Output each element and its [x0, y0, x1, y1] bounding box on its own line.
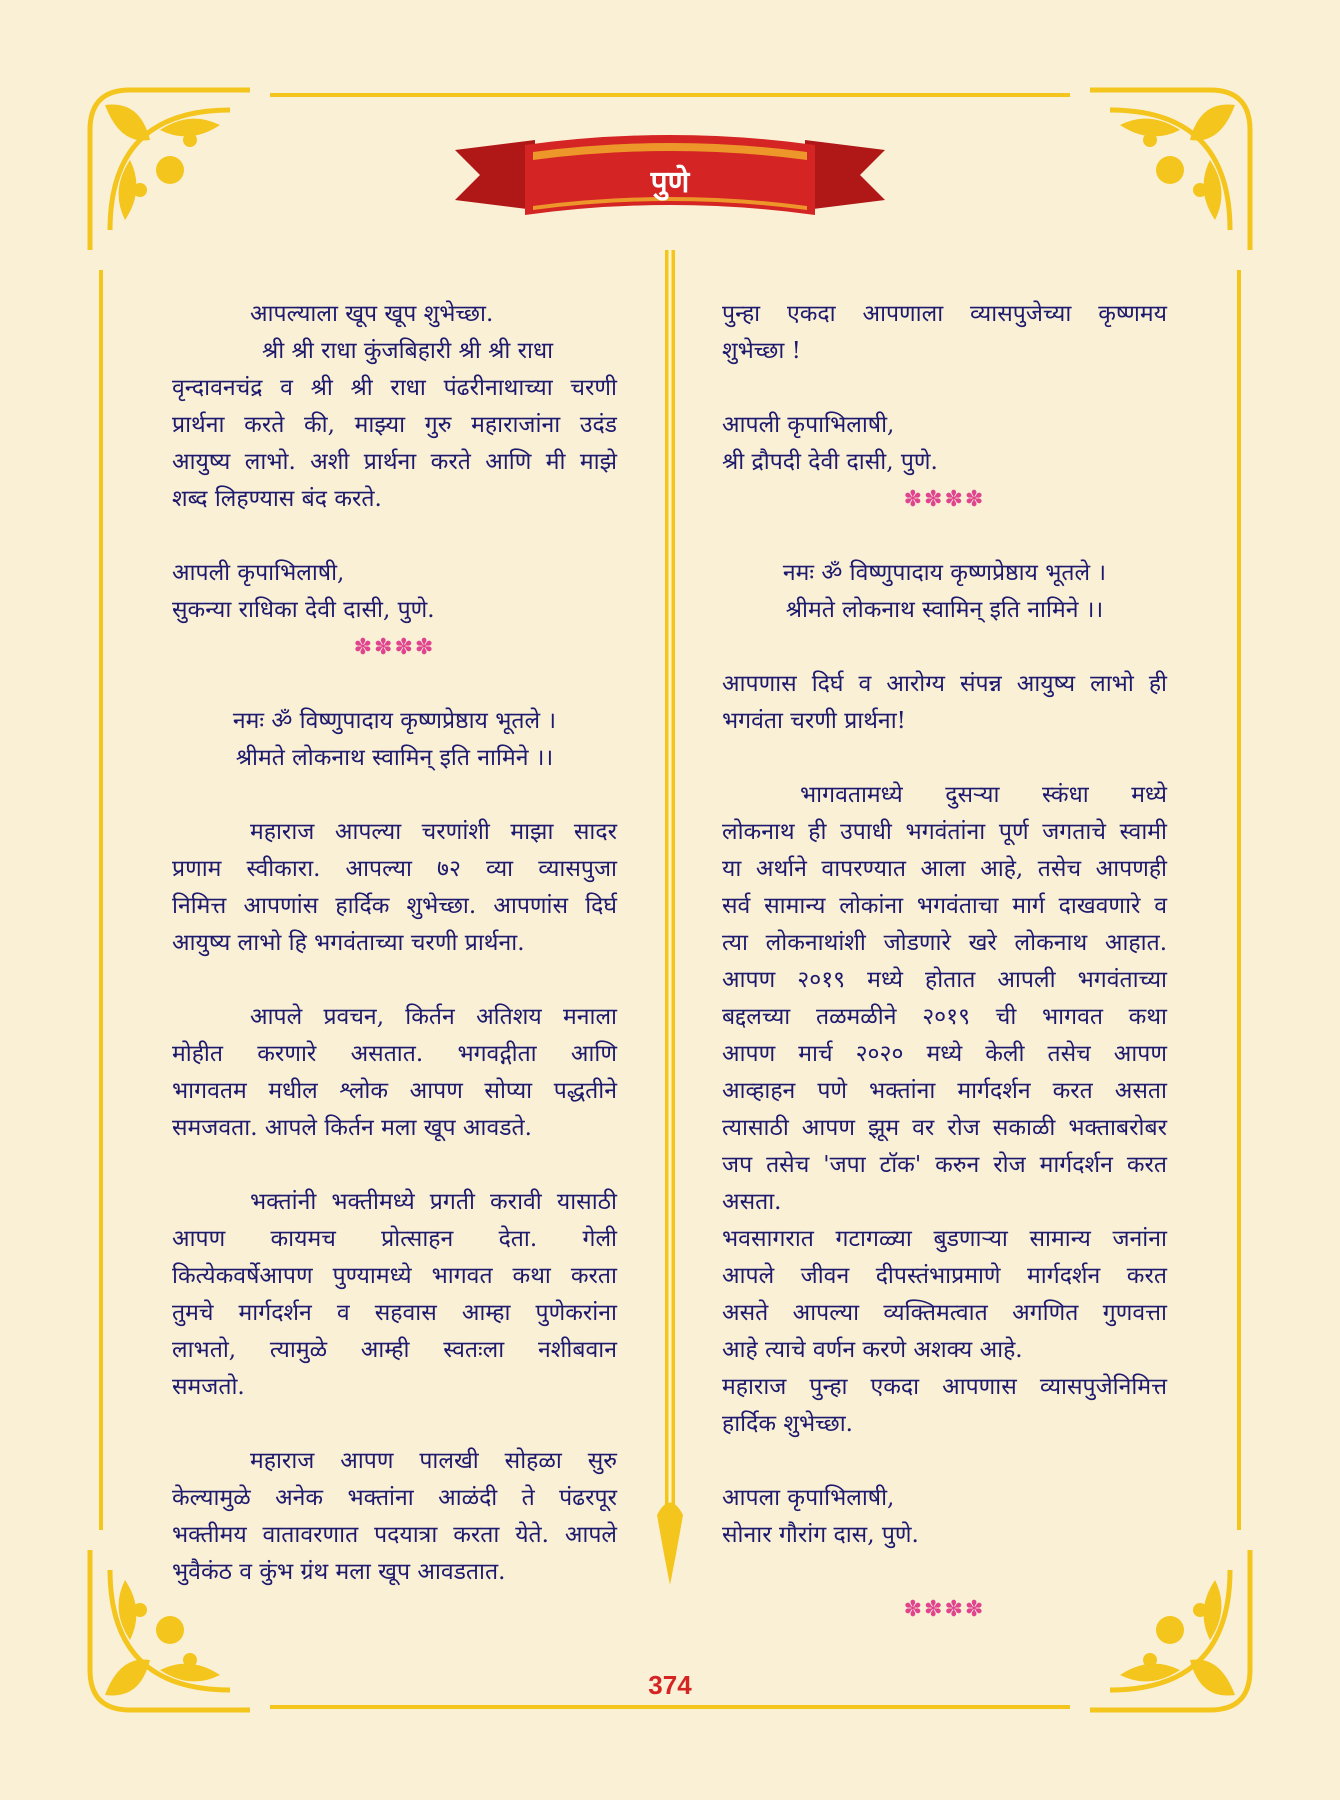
text-line: जप तसेच 'जपा टॉक' करुन रोज मार्गदर्शन करत — [722, 1152, 1167, 1178]
text-line: बद्दलच्या तळमळीने २०१९ ची भागवत कथा — [722, 1004, 1167, 1030]
right-signature-2 — [722, 1480, 1167, 1554]
text-line: भुवैकंठ व कुंभ ग्रंथ मला खूप आवडतात. — [172, 1559, 506, 1585]
left-paragraph-2 — [172, 814, 617, 962]
text-line: आपली कृपाभिलाषी, — [172, 560, 345, 586]
left-greeting-paragraph — [172, 296, 617, 518]
text-line: समजतो. — [172, 1374, 245, 1400]
text-line: असता. — [722, 1189, 782, 1215]
text-line: आयुष्य लाभो हि भगवंताच्या चरणी प्रार्थना. — [172, 930, 525, 956]
left-column — [172, 296, 617, 1591]
text-line: हार्दिक शुभेच्छा. — [722, 1411, 853, 1437]
right-column — [722, 296, 1167, 1628]
text-line: भगवंता चरणी प्रार्थना! — [722, 708, 906, 734]
stars-separator: ✽✽✽✽ — [903, 487, 986, 512]
text-line: वृन्दावनचंद्र व श्री श्री राधा पंढरीनाथाच्या चरणी — [172, 375, 617, 401]
text-line: आपण कायमच प्रोत्साहन देता. गेली — [172, 1226, 617, 1252]
frame-left-line — [99, 270, 103, 1530]
text-line: नमः ॐ विष्णुपादाय कृष्णप्रेष्ठाय भूतले । — [782, 560, 1107, 586]
text-line: असते आपल्या व्यक्तिमत्वात अगणित गुणवत्ता — [722, 1300, 1167, 1326]
left-signature-1 — [172, 555, 617, 629]
text-line: प्रार्थना करते की, माझ्या गुरु महाराजांना उदंड — [172, 412, 617, 438]
text-line: महाराज पुन्हा एकदा आपणास व्यासपुजेनिमित्त — [722, 1374, 1167, 1400]
text-line: तुमचे मार्गदर्शन व सहवास आम्हा पुणेकरांना — [172, 1300, 617, 1326]
text-line: प्रणाम स्वीकारा. आपल्या ७२ व्या व्यासपुजा — [172, 856, 617, 882]
text-line: शब्द लिहण्यास बंद करते. — [172, 486, 382, 512]
text-line: शुभेच्छा ! — [722, 338, 801, 364]
right-paragraph-3 — [722, 777, 1167, 1221]
text-line: पुन्हा एकदा आपणाला व्यासपुजेच्या कृष्णमय — [722, 301, 1167, 327]
left-paragraph-4 — [172, 1184, 617, 1406]
text-line: भक्तांनी भक्तीमध्ये प्रगती करावी यासाठी — [250, 1189, 617, 1215]
right-paragraph-5 — [722, 1369, 1167, 1443]
text-line: आपल्याला खूप खूप शुभेच्छा. — [250, 301, 494, 327]
frame-right-line — [1237, 270, 1241, 1530]
text-line: आहे त्याचे वर्णन करणे अशक्य आहे. — [722, 1337, 1023, 1363]
text-line: आपले जीवन दीपस्तंभाप्रमाणे मार्गदर्शन करत — [722, 1263, 1167, 1289]
text-line: निमित्त आपणांस हार्दिक शुभेच्छा. आपणांस दिर्घ — [172, 893, 617, 919]
right-signature-1 — [722, 407, 1167, 481]
left-paragraph-3 — [172, 999, 617, 1147]
text-line: भक्तीमय वातावरणात पदयात्रा करता येते. आपले — [172, 1522, 617, 1548]
text-line: सोनार गौरांग दास, पुणे. — [722, 1522, 919, 1548]
text-line: आव्हाहन पणे भक्तांना मार्गदर्शन करत असता — [722, 1078, 1167, 1104]
text-line: त्या लोकनाथांशी जोडणारे खरे लोकनाथ आहात. — [722, 930, 1167, 956]
corner-ornament-top-left — [70, 70, 270, 270]
text-line: आपले प्रवचन, किर्तन अतिशय मनाला — [250, 1004, 617, 1030]
text-line: श्रीमते लोकनाथ स्वामिन् इति नामिने ।। — [235, 745, 554, 771]
text-line: समजवता. आपले किर्तन मला खूप आवडते. — [172, 1115, 532, 1141]
text-line: भवसागरात गटागळ्या बुडणाऱ्या सामान्य जनांना — [722, 1226, 1167, 1252]
text-line: आपण २०१९ मध्ये होतात आपली भगवंताच्या — [722, 967, 1167, 993]
title-ribbon — [455, 120, 885, 230]
frame-top-line — [270, 93, 1070, 97]
page-title: पुणे — [650, 165, 690, 200]
stars-separator: ✽✽✽✽ — [903, 1597, 986, 1622]
text-line: केल्यामुळे अनेक भक्तांना आळंदी ते पंढरपूर — [172, 1485, 617, 1511]
text-line: या अर्थाने वापरण्यात आला आहे, तसेच आपणही — [722, 856, 1167, 882]
text-line: महाराज आपण पालखी सोहळा सुरु — [250, 1448, 617, 1474]
stars-separator: ✽✽✽✽ — [353, 635, 436, 660]
right-paragraph-1 — [722, 296, 1167, 370]
text-line: श्री श्री राधा कुंजबिहारी श्री श्री राधा — [262, 338, 554, 364]
text-line: भागवतम मधील श्लोक आपण सोप्या पद्धतीने — [172, 1078, 617, 1104]
right-paragraph-2 — [722, 666, 1167, 740]
text-line: मोहीत करणारे असतात. भगवद्गीता आणि — [172, 1041, 617, 1067]
text-line: आपण मार्च २०२० मध्ये केली तसेच आपण — [722, 1041, 1167, 1067]
text-line: सुकन्या राधिका देवी दासी, पुणे. — [172, 597, 435, 623]
text-line: लोकनाथ ही उपाधी भगवंतांना पूर्ण जगताचे स्वामी — [722, 819, 1167, 845]
page-number: 374 — [648, 1670, 692, 1700]
text-line: आपला कृपाभिलाषी, — [722, 1485, 895, 1511]
text-line: लाभतो, त्यामुळे आम्ही स्वतःला नशीबवान — [172, 1337, 617, 1363]
center-divider — [653, 250, 687, 1590]
corner-ornament-top-right — [1070, 70, 1270, 270]
right-paragraph-4 — [722, 1221, 1167, 1369]
text-line: आपणास दिर्घ व आरोग्य संपन्न आयुष्य लाभो ही — [722, 671, 1167, 697]
text-line: सर्व सामान्य लोकांना भगवंताचा मार्ग दाखवणारे व — [722, 893, 1167, 919]
text-line: भागवतामध्ये दुसऱ्या स्कंधा मध्ये — [800, 782, 1167, 808]
text-line: महाराज आपल्या चरणांशी माझा सादर — [250, 819, 617, 845]
frame-bottom-line — [270, 1705, 1070, 1709]
left-paragraph-5 — [172, 1443, 617, 1591]
text-line: कित्येकवर्षेआपण पुण्यामध्ये भागवत कथा करता — [172, 1263, 617, 1289]
text-line: श्री द्रौपदी देवी दासी, पुणे. — [722, 449, 938, 475]
text-line: श्रीमते लोकनाथ स्वामिन् इति नामिने ।। — [785, 597, 1104, 623]
text-line: आयुष्य लाभो. अशी प्रार्थना करते आणि मी माझे — [172, 449, 617, 475]
left-verse — [172, 703, 617, 777]
text-line: आपली कृपाभिलाषी, — [722, 412, 895, 438]
text-line: नमः ॐ विष्णुपादाय कृष्णप्रेष्ठाय भूतले । — [232, 708, 557, 734]
text-line: त्यासाठी आपण झूम वर रोज सकाळी भक्ताबरोबर — [722, 1115, 1167, 1141]
right-verse — [722, 555, 1167, 629]
